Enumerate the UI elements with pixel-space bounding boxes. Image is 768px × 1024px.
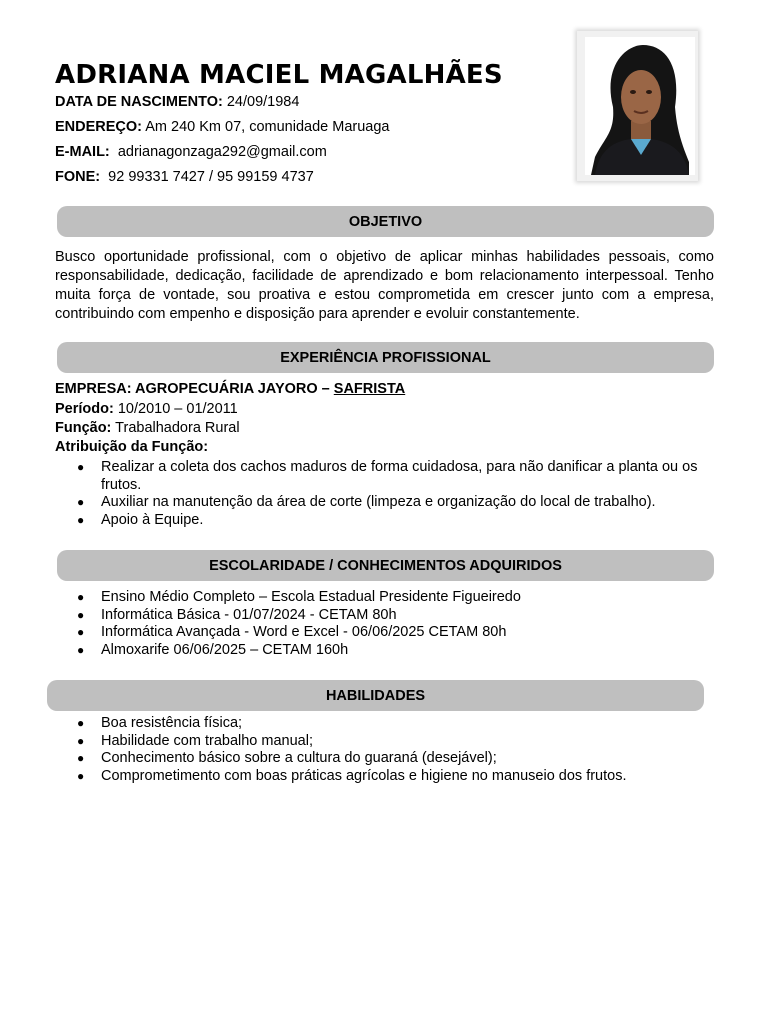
duties-list (55, 459, 714, 529)
email-line (55, 143, 327, 161)
bullet-icon: ● (77, 751, 85, 765)
section-header-experience (57, 342, 714, 373)
list-item-text: Conhecimento básico sobre a cultura do guaraná (desejável); (101, 750, 497, 766)
list-item (55, 733, 714, 751)
phone-line (55, 168, 314, 186)
bullet-icon: ● (77, 590, 85, 604)
list-item-text: Ensino Médio Completo – Escola Estadual Presidente Figueiredo (101, 589, 521, 605)
function-value: Trabalhadora Rural (115, 420, 240, 436)
list-item-text: Realizar a coleta dos cachos maduros de forma cuidadosa, para não danificar a planta ou os frutos. (101, 459, 698, 493)
list-item (55, 459, 714, 494)
birth-date-label: DATA DE NASCIMENTO: (55, 94, 223, 110)
duties-label: Atribuição da Função: (55, 439, 209, 455)
birth-date-line (55, 93, 299, 111)
profile-photo (585, 37, 695, 175)
education-list (55, 589, 714, 659)
section-title-experience: EXPERIÊNCIA PROFISSIONAL (280, 349, 491, 366)
bullet-icon: ● (77, 716, 85, 730)
bullet-icon: ● (77, 733, 85, 748)
list-item-text: Informática Básica - 01/07/2024 - CETAM 80h (101, 606, 397, 623)
list-item (55, 494, 714, 512)
bullet-icon: ● (77, 607, 85, 622)
function-line (55, 419, 240, 438)
list-item (55, 642, 714, 660)
list-item-text: Almoxarife 06/06/2025 – CETAM 160h (101, 641, 349, 658)
bullet-icon: ● (77, 625, 85, 639)
section-title-education: ESCOLARIDADE / CONHECIMENTOS ADQUIRIDOS (209, 557, 562, 574)
list-item (55, 589, 714, 607)
list-item (55, 750, 714, 768)
company-line (55, 380, 405, 399)
section-header-education (57, 550, 714, 581)
list-item-text: Auxiliar na manutenção da área de corte (limpeza e organização do local de trabalho). (101, 494, 656, 510)
list-item-text: Comprometimento com boas práticas agrícolas e higiene no manuseio dos frutos. (101, 767, 627, 784)
birth-date-value: 24/09/1984 (226, 94, 300, 110)
email-value: adrianagonzaga292@gmail.com (117, 144, 327, 160)
period-line (55, 400, 238, 419)
bullet-icon: ● (77, 460, 85, 474)
company-role: SAFRISTA (333, 381, 406, 397)
period-label: Período: (55, 401, 114, 417)
candidate-name: ADRIANA MACIEL MAGALHÃES (55, 60, 503, 90)
list-item-text: Boa resistência física; (101, 715, 243, 731)
objective-text: Busco oportunidade profissional, com o objetivo de aplicar minhas habilidades pessoais, como responsabilidade, dedicação, facilidade de aprendizado e bom relacionamento interpessoal. Tenho muita força de vontade, sou proativa e estou comprometida em crescer junto com a empresa, contribuindo com empenho e disposição para aprender e evoluir constantemente. (55, 249, 714, 322)
bullet-icon: ● (77, 495, 85, 509)
section-header-objective (57, 206, 714, 237)
phone-label: FONE: (55, 169, 101, 185)
list-item (55, 607, 714, 625)
section-header-skills (47, 680, 704, 711)
list-item (55, 715, 714, 733)
section-title-skills: HABILIDADES (325, 687, 426, 704)
function-label: Função: (55, 420, 112, 436)
bullet-icon: ● (77, 512, 85, 527)
list-item (55, 768, 714, 786)
company-name: EMPRESA: AGROPECUÁRIA JAYORO – (55, 381, 334, 397)
list-item (55, 624, 714, 642)
address-line (55, 118, 389, 136)
address-label: ENDEREÇO: (55, 119, 143, 135)
list-item-text: Habilidade com trabalho manual; (101, 732, 313, 749)
list-item (55, 512, 714, 530)
skills-list (55, 715, 714, 785)
section-title-objective: OBJETIVO (348, 213, 423, 230)
bullet-icon: ● (77, 642, 85, 657)
phone-value: 92 99331 7427 / 95 99159 4737 (108, 169, 314, 185)
bullet-icon: ● (77, 768, 85, 783)
email-label: E-MAIL: (55, 144, 110, 160)
list-item-text: Apoio à Equipe. (101, 511, 204, 528)
list-item-text: Informática Avançada - Word e Excel - 06/06/2025 CETAM 80h (101, 624, 507, 640)
period-value: 10/2010 – 01/2011 (117, 401, 238, 417)
address-value: Am 240 Km 07, comunidade Maruaga (145, 119, 390, 135)
